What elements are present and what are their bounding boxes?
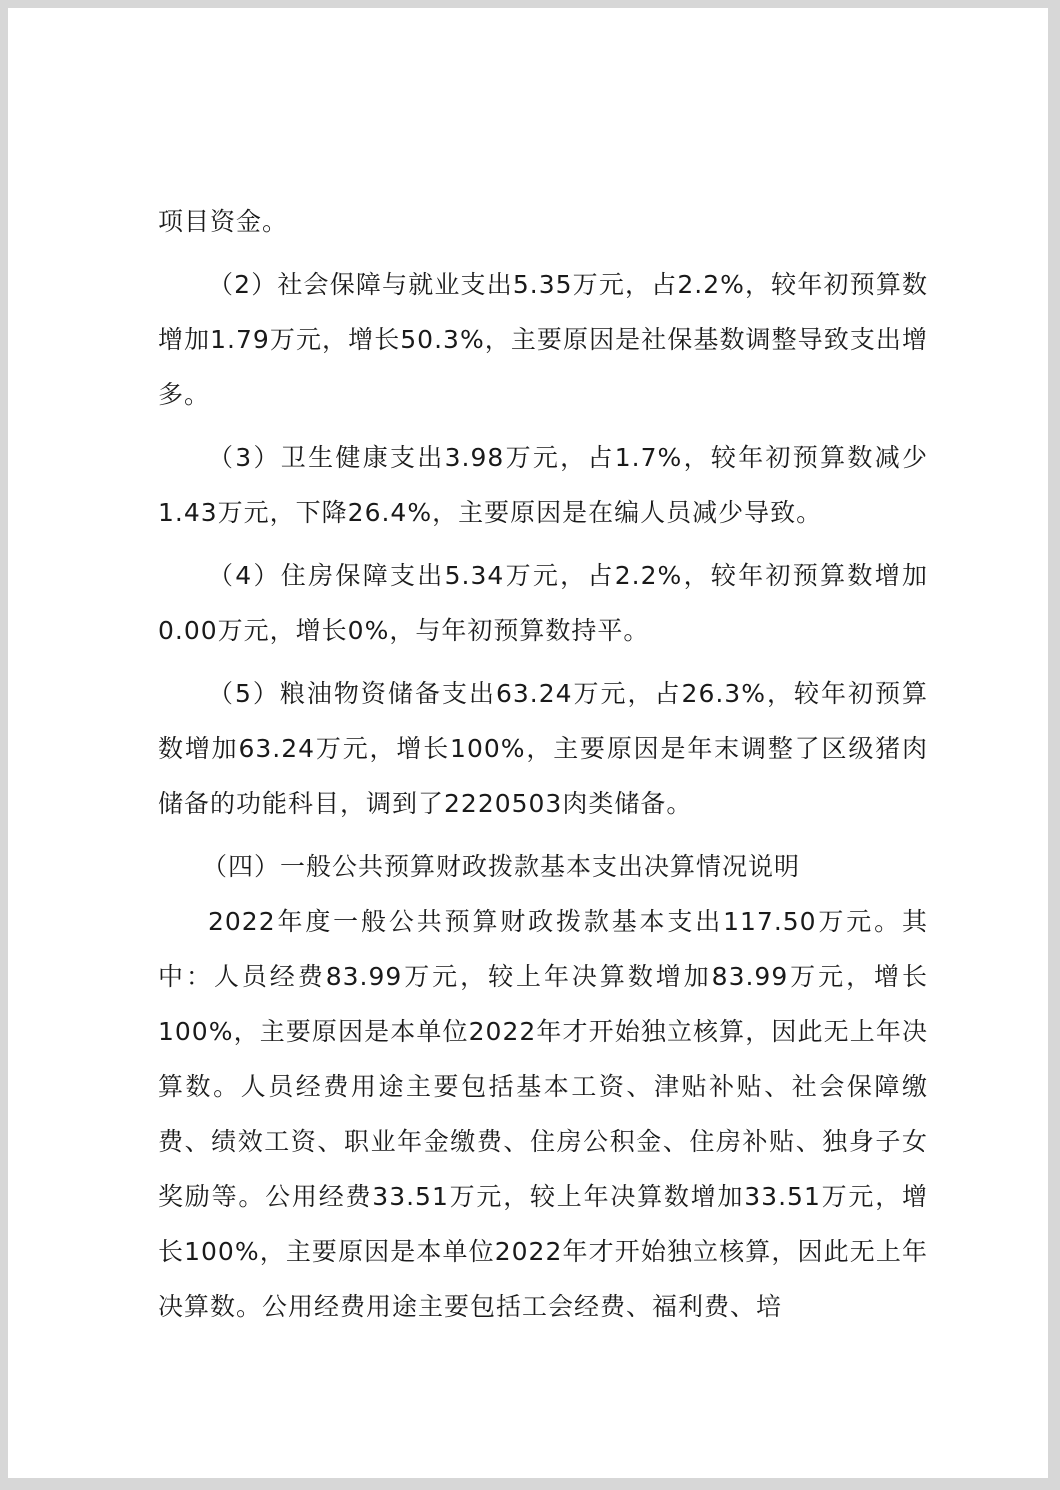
document-page: [8, 8, 1048, 1478]
paragraph-continuation: 项目资金。: [158, 207, 289, 236]
paragraph-basic-expenditure: 2022年度一般公共预算财政拨款基本支出117.50万元。其中：人员经费83.99万元，较上年决算数增加83.99万元，增长100%，主要原因是本单位2022年才开始独立核算，因此无上年决算数。人员经费用途主要包括基本工资、津贴补贴、社会保障缴费、绩效工资、职业年金缴费、住房公积金、住房补贴、独身子女奖励等。公用经费33.51万元，较上年决算数增加33.51万元，增长100%，主要原因是本单位2022年才开始独立核算，因此无上年决算数。公用经费用途主要包括工会经费、福利费、培: [158, 907, 928, 1321]
section-heading: （四）一般公共预算财政拨款基本支出决算情况说明: [202, 852, 801, 881]
document-body: [158, 194, 928, 1334]
paragraph-grain-oil-reserve: （5）粮油物资储备支出63.24万元，占26.3%，较年初预算数增加63.24万元，增长100%，主要原因是年末调整了区级猪肉储备的功能科目，调到了2220503肉类储备。: [158, 679, 928, 818]
paragraph-health: （3）卫生健康支出3.98万元，占1.7%，较年初预算数减少1.43万元，下降26.4%，主要原因是在编人员减少导致。: [158, 443, 928, 527]
paragraph-social-security: （2）社会保障与就业支出5.35万元，占2.2%，较年初预算数增加1.79万元，增长50.3%，主要原因是社保基数调整导致支出增多。: [158, 270, 928, 409]
paragraph-housing: （4）住房保障支出5.34万元，占2.2%，较年初预算数增加0.00万元，增长0%，与年初预算数持平。: [158, 561, 928, 645]
